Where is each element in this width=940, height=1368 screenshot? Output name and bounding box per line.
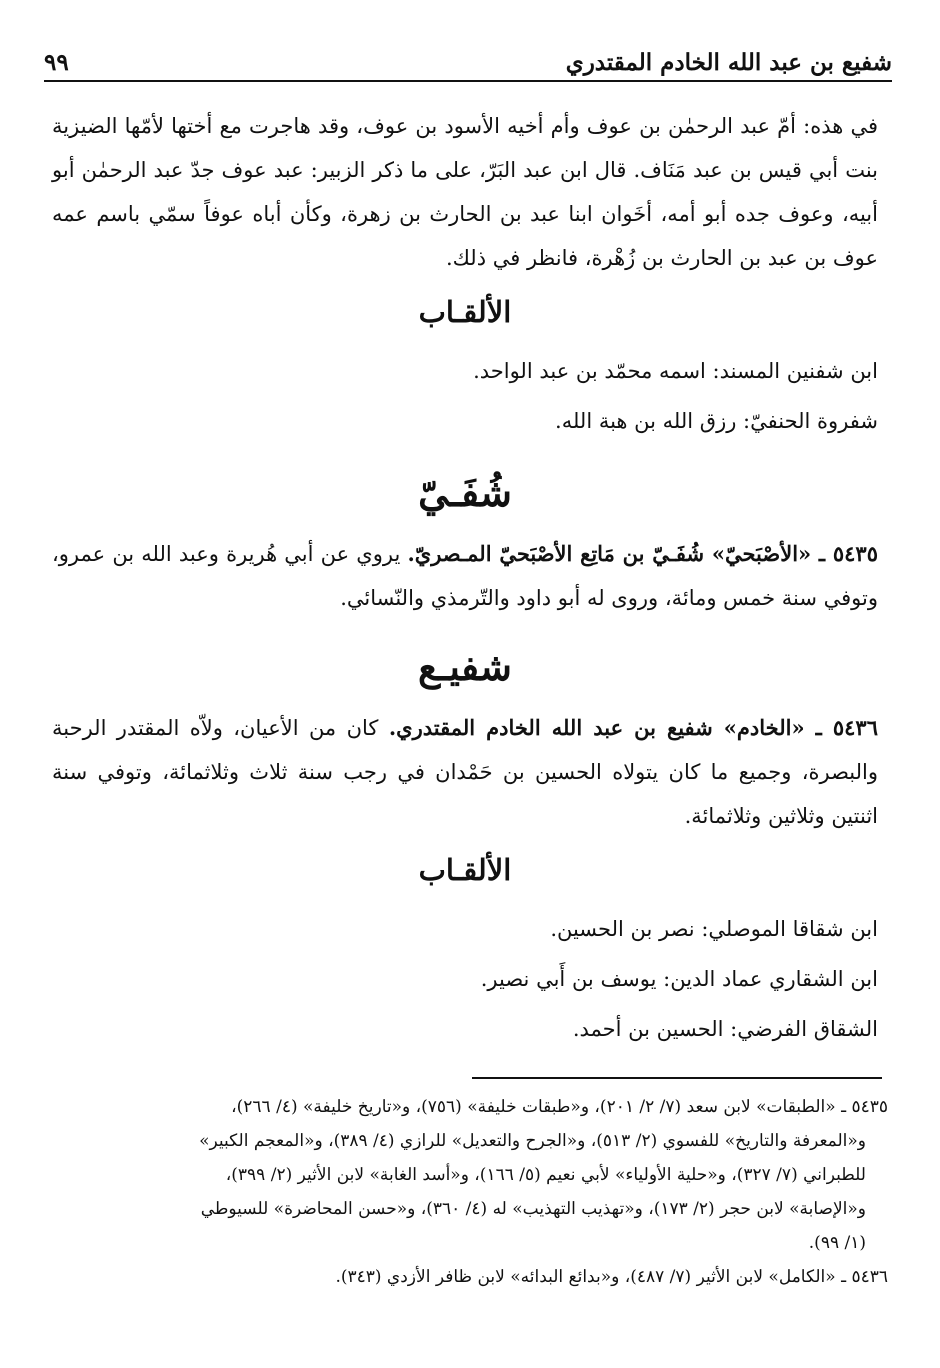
footnote-line: و«الإصابة» لابن حجر (٢/ ١٧٣)، و«تهذيب التهذيب» له (٤/ ٣٦٠)، و«حسن المحاضرة» للسيوطي — [200, 1199, 866, 1219]
footnote-line: و«المعرفة والتاريخ» للفسوي (٢/ ٥١٣)، و«الجرح والتعديل» للرازي (٤/ ٣٨٩)، و«المعجم الكبير» — [199, 1131, 866, 1151]
name-heading-shufay: شُفَـيّ — [418, 470, 512, 515]
nickname-item: ابن شفنين المسند: اسمه محمّد بن عبد الواحد. — [473, 359, 878, 383]
entry-head: ٥٤٣٥ ـ «الأصْبَحيّ» شُفَـيّ بن مَاتِع الأصْبَحيّ المـصريّ. — [407, 541, 878, 566]
nickname-list-2 — [52, 904, 878, 1054]
entry-body: يروي عن أبي هُريرة وعبد الله بن عمرو، وتوفي سنة خمس ومائة، وروى له أبو داود والتّرمذي والنّسائي. — [52, 542, 878, 610]
page-header — [44, 30, 892, 82]
page-number: ٩٩ — [44, 49, 69, 76]
entry-5435 — [52, 532, 878, 620]
entry-5436 — [52, 706, 878, 838]
footnote-line: للطبراني (٧/ ٣٢٧)، و«حلية الأولياء» لأبي نعيم (٥/ ١٦٦)، و«أسد الغابة» لابن الأثير (٢/ ٣٩٩)، — [225, 1165, 866, 1185]
footnote-line: ٥٤٣٥ ـ «الطبقات» لابن سعد (٧/ ٢/ ٢٠١)، و«طبقات خليفة» (٧٥٦)، و«تاريخ خليفة» (٤/ ٢٦٦)، — [231, 1097, 888, 1117]
nickname-list-1 — [52, 346, 878, 446]
page-body — [52, 104, 878, 1054]
section-heading-alqab-2: الألقـاب — [418, 853, 512, 887]
footnotes — [50, 1090, 888, 1294]
footnote-5436: ٥٤٣٦ ـ «الكامل» لابن الأثير (٧/ ٤٨٧)، و«بدائع البدائه» لابن ظافر الأزدي (٣٤٣). — [335, 1267, 888, 1287]
nickname-item: الشقاق الفرضي: الحسين بن أحمد. — [572, 1017, 878, 1041]
nickname-item: ابن شقاقا الموصلي: نصر بن الحسين. — [550, 917, 878, 941]
intro-paragraph: في هذه: أمّ عبد الرحمٰن بن عوف وأم أخيه الأسود بن عوف، وقد هاجرت مع أختها لأمّها الضيزية بنت أبي قيس بن عبد مَنَاف. قال ابن عبد البَرّ، على ما ذكر الزبير: عبد عوف جدّ عبد الرحمٰن أبو أبيه، وعوف جده أبو أمه، أخَوان ابنا عبد بن الحارث بن زهرة، وكأن أباه عوفاً سمّي باسم عمه عوف بن عبد بن الحارث بن زُهْرة، فانظر في ذلك. — [52, 114, 878, 270]
section-heading-alqab-1: الألقـاب — [418, 295, 512, 329]
footnote-line: (١/ ٩٩). — [808, 1233, 866, 1253]
running-title: شفيع بن عبد الله الخادم المقتدري — [565, 49, 892, 76]
nickname-item: ابن الشقاري عماد الدين: يوسف بن أَبي نصير. — [480, 967, 878, 991]
entry-head: ٥٤٣٦ ـ «الخادم» شفيع بن عبد الله الخادم المقتدري. — [388, 715, 878, 740]
footnote-separator — [472, 1077, 882, 1079]
name-heading-shafi: شفيـع — [418, 644, 512, 689]
entry-body: كان من الأعيان، ولاّه المقتدر الرحبة والبصرة، وجميع ما كان يتولاه الحسين بن حَمْدان في رجب سنة ثلاث وثلاثمائة، وتوفي سنة اثنتين وثلاثين وثلاثمائة. — [52, 716, 878, 828]
nickname-item: شفروة الحنفيّ: رزق الله بن هبة الله. — [555, 409, 878, 433]
